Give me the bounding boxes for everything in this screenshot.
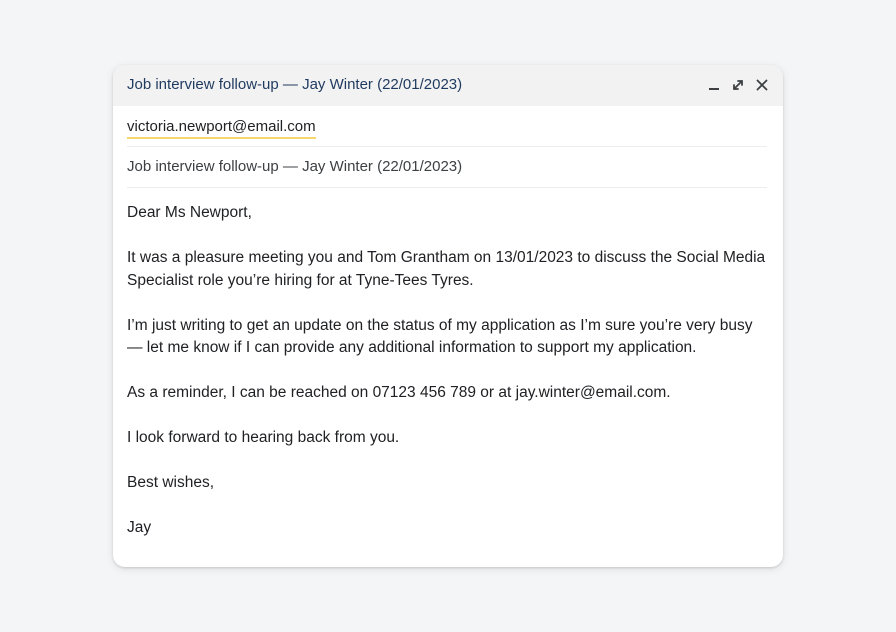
compose-window xyxy=(113,65,783,567)
compose-title: Job interview follow-up — Jay Winter (22/01/2023) xyxy=(127,76,463,93)
compose-header[interactable] xyxy=(113,65,783,106)
body-paragraph-3: As a reminder, I can be reached on 07123 456 789 or at jay.winter@email.com. xyxy=(127,384,671,401)
recipient-email[interactable]: victoria.newport@email.com xyxy=(127,118,316,139)
greeting: Dear Ms Newport, xyxy=(127,204,252,221)
compose-fields xyxy=(113,106,783,188)
window-controls xyxy=(707,74,769,96)
subject-field[interactable]: Job interview follow-up — Jay Winter (22/01/2023) xyxy=(127,158,463,175)
message-body[interactable] xyxy=(113,188,783,540)
expand-icon[interactable] xyxy=(731,74,745,96)
body-paragraph-4: I look forward to hearing back from you. xyxy=(127,429,400,446)
body-paragraph-1: It was a pleasure meeting you and Tom Grantham on 13/01/2023 to discuss the Social Media Specialist role you’re hiring for at Tyne-Tees Tyres. xyxy=(127,249,766,289)
signature: Jay xyxy=(127,519,152,536)
to-field-row[interactable] xyxy=(127,106,767,147)
signoff: Best wishes, xyxy=(127,474,215,491)
minimize-icon[interactable] xyxy=(707,74,721,96)
body-paragraph-2: I’m just writing to get an update on the status of my application as I’m sure you’re very busy — let me know if I can provide any additional information to support my application. xyxy=(127,316,753,356)
subject-field-row[interactable] xyxy=(127,147,767,188)
close-icon[interactable] xyxy=(755,74,769,96)
